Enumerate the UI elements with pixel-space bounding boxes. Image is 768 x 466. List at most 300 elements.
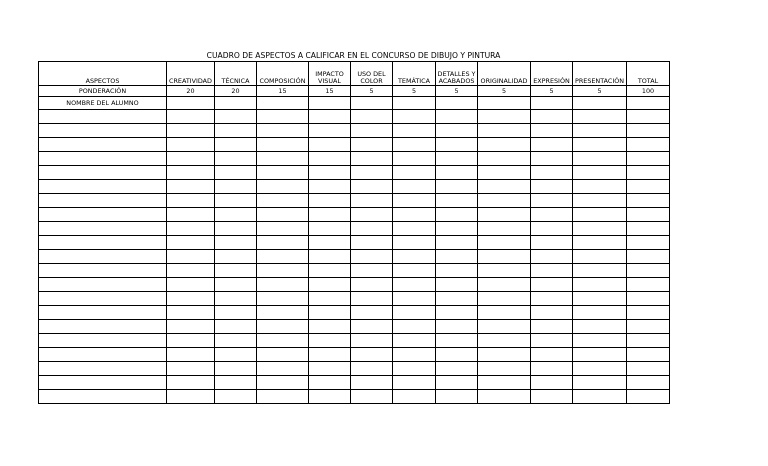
student-name-cell[interactable] [39, 376, 167, 390]
header-presentacion[interactable]: PRESENTACIÓN [573, 62, 627, 86]
grid-cell[interactable] [573, 97, 627, 110]
score-cell[interactable] [309, 194, 351, 208]
score-cell[interactable] [167, 334, 215, 348]
student-name-label[interactable]: NOMBRE DEL ALUMNO [39, 97, 167, 110]
score-cell[interactable] [351, 376, 393, 390]
score-cell[interactable] [257, 264, 309, 278]
score-cell[interactable] [309, 390, 351, 404]
score-cell[interactable] [167, 320, 215, 334]
student-row [39, 334, 670, 348]
score-cell[interactable] [573, 236, 627, 250]
score-cell[interactable] [478, 348, 531, 362]
score-cell[interactable] [167, 348, 215, 362]
score-cell[interactable] [573, 390, 627, 404]
score-cell[interactable] [351, 320, 393, 334]
score-cell[interactable] [478, 110, 531, 124]
score-cell[interactable] [257, 166, 309, 180]
student-row [39, 390, 670, 404]
score-cell[interactable] [393, 194, 436, 208]
score-cell[interactable] [309, 278, 351, 292]
score-cell[interactable] [215, 348, 257, 362]
grid-cell[interactable] [531, 97, 573, 110]
score-cell[interactable] [257, 138, 309, 152]
header-uso-del-color[interactable]: USO DEL COLOR [351, 62, 393, 86]
score-cell[interactable] [627, 376, 670, 390]
score-cell[interactable] [167, 138, 215, 152]
score-cell[interactable] [309, 292, 351, 306]
score-cell[interactable] [478, 320, 531, 334]
score-cell[interactable] [257, 110, 309, 124]
score-cell[interactable] [393, 124, 436, 138]
student-name-cell[interactable] [39, 152, 167, 166]
score-cell[interactable] [436, 166, 478, 180]
score-cell[interactable] [167, 376, 215, 390]
student-name-cell[interactable] [39, 208, 167, 222]
header-impacto-visual[interactable]: IMPACTO VISUAL [309, 62, 351, 86]
student-name-cell[interactable] [39, 278, 167, 292]
score-cell[interactable] [309, 222, 351, 236]
score-cell[interactable] [436, 152, 478, 166]
score-cell[interactable] [627, 222, 670, 236]
score-cell[interactable] [436, 138, 478, 152]
score-cell[interactable] [167, 306, 215, 320]
score-cell[interactable] [167, 194, 215, 208]
score-cell[interactable] [257, 306, 309, 320]
score-cell[interactable] [215, 110, 257, 124]
score-cell[interactable] [393, 362, 436, 376]
score-cell[interactable] [309, 110, 351, 124]
score-cell[interactable] [573, 306, 627, 320]
grid-cell[interactable] [167, 97, 215, 110]
score-cell[interactable] [257, 208, 309, 222]
student-row [39, 194, 670, 208]
score-cell[interactable] [393, 376, 436, 390]
score-cell[interactable] [393, 292, 436, 306]
score-cell[interactable] [393, 264, 436, 278]
student-row [39, 222, 670, 236]
score-cell[interactable] [478, 376, 531, 390]
score-cell[interactable] [215, 278, 257, 292]
score-cell[interactable] [167, 236, 215, 250]
score-cell[interactable] [215, 166, 257, 180]
score-cell[interactable] [573, 292, 627, 306]
score-cell[interactable] [167, 222, 215, 236]
score-cell[interactable] [436, 208, 478, 222]
score-cell[interactable] [393, 138, 436, 152]
score-cell[interactable] [393, 208, 436, 222]
score-cell[interactable] [351, 348, 393, 362]
score-cell[interactable] [215, 152, 257, 166]
score-cell[interactable] [531, 292, 573, 306]
score-cell[interactable] [531, 376, 573, 390]
score-cell[interactable] [393, 110, 436, 124]
score-cell[interactable] [573, 110, 627, 124]
score-cell[interactable] [436, 264, 478, 278]
score-cell[interactable] [627, 138, 670, 152]
score-cell[interactable] [215, 362, 257, 376]
score-cell[interactable] [393, 250, 436, 264]
weight-presentacion[interactable]: 5 [573, 86, 627, 97]
score-cell[interactable] [436, 306, 478, 320]
score-cell[interactable] [167, 180, 215, 194]
score-cell[interactable] [309, 334, 351, 348]
score-cell[interactable] [531, 348, 573, 362]
score-cell[interactable] [215, 194, 257, 208]
score-cell[interactable] [257, 236, 309, 250]
score-cell[interactable] [167, 110, 215, 124]
score-cell[interactable] [627, 166, 670, 180]
header-composicion[interactable]: COMPOSICIÓN [257, 62, 309, 86]
score-cell[interactable] [351, 208, 393, 222]
score-cell[interactable] [257, 320, 309, 334]
score-cell[interactable] [627, 180, 670, 194]
score-cell[interactable] [257, 292, 309, 306]
score-cell[interactable] [478, 292, 531, 306]
student-name-cell[interactable] [39, 264, 167, 278]
score-cell[interactable] [215, 236, 257, 250]
score-cell[interactable] [531, 236, 573, 250]
grid-cell[interactable] [309, 97, 351, 110]
score-cell[interactable] [573, 278, 627, 292]
score-cell[interactable] [309, 348, 351, 362]
score-cell[interactable] [627, 292, 670, 306]
score-cell[interactable] [573, 264, 627, 278]
score-cell[interactable] [215, 390, 257, 404]
score-cell[interactable] [531, 250, 573, 264]
score-cell[interactable] [309, 166, 351, 180]
score-cell[interactable] [167, 250, 215, 264]
score-cell[interactable] [167, 124, 215, 138]
score-cell[interactable] [478, 236, 531, 250]
score-cell[interactable] [351, 292, 393, 306]
score-cell[interactable] [215, 320, 257, 334]
grid-cell[interactable] [478, 97, 531, 110]
score-cell[interactable] [436, 292, 478, 306]
weight-uso-del-color[interactable]: 5 [351, 86, 393, 97]
grading-table [38, 61, 670, 404]
score-cell[interactable] [478, 208, 531, 222]
score-cell[interactable] [478, 362, 531, 376]
score-cell[interactable] [627, 362, 670, 376]
weight-tecnica[interactable]: 20 [215, 86, 257, 97]
score-cell[interactable] [627, 110, 670, 124]
student-row [39, 208, 670, 222]
score-cell[interactable] [215, 250, 257, 264]
score-cell[interactable] [215, 222, 257, 236]
score-cell[interactable] [309, 208, 351, 222]
student-name-cell[interactable] [39, 348, 167, 362]
score-cell[interactable] [257, 278, 309, 292]
student-row [39, 138, 670, 152]
score-cell[interactable] [436, 334, 478, 348]
score-cell[interactable] [478, 250, 531, 264]
score-cell[interactable] [436, 194, 478, 208]
score-cell[interactable] [627, 152, 670, 166]
header-expresion[interactable]: EXPRESIÓN [531, 62, 573, 86]
score-cell[interactable] [351, 124, 393, 138]
score-cell[interactable] [478, 138, 531, 152]
score-cell[interactable] [215, 138, 257, 152]
score-cell[interactable] [257, 222, 309, 236]
student-name-cell[interactable] [39, 222, 167, 236]
score-cell[interactable] [478, 390, 531, 404]
score-cell[interactable] [351, 166, 393, 180]
score-cell[interactable] [531, 138, 573, 152]
score-cell[interactable] [215, 124, 257, 138]
score-cell[interactable] [215, 208, 257, 222]
score-cell[interactable] [257, 124, 309, 138]
score-cell[interactable] [393, 236, 436, 250]
score-cell[interactable] [436, 348, 478, 362]
score-cell[interactable] [167, 390, 215, 404]
score-cell[interactable] [167, 264, 215, 278]
score-cell[interactable] [309, 320, 351, 334]
score-cell[interactable] [351, 236, 393, 250]
student-name-cell[interactable] [39, 180, 167, 194]
score-cell[interactable] [351, 306, 393, 320]
score-cell[interactable] [309, 138, 351, 152]
score-cell[interactable] [351, 152, 393, 166]
student-name-cell[interactable] [39, 166, 167, 180]
score-cell[interactable] [436, 278, 478, 292]
score-cell[interactable] [393, 334, 436, 348]
score-cell[interactable] [478, 180, 531, 194]
score-cell[interactable] [436, 376, 478, 390]
score-cell[interactable] [436, 236, 478, 250]
score-cell[interactable] [393, 166, 436, 180]
score-cell[interactable] [573, 362, 627, 376]
score-cell[interactable] [393, 152, 436, 166]
score-cell[interactable] [531, 334, 573, 348]
score-cell[interactable] [351, 278, 393, 292]
score-cell[interactable] [351, 180, 393, 194]
score-cell[interactable] [257, 152, 309, 166]
score-cell[interactable] [436, 110, 478, 124]
score-cell[interactable] [257, 362, 309, 376]
score-cell[interactable] [436, 124, 478, 138]
score-cell[interactable] [393, 222, 436, 236]
score-cell[interactable] [531, 264, 573, 278]
score-cell[interactable] [257, 376, 309, 390]
student-name-cell[interactable] [39, 334, 167, 348]
score-cell[interactable] [351, 110, 393, 124]
score-cell[interactable] [167, 278, 215, 292]
score-cell[interactable] [215, 292, 257, 306]
score-cell[interactable] [531, 362, 573, 376]
score-cell[interactable] [627, 250, 670, 264]
student-name-cell[interactable] [39, 390, 167, 404]
score-cell[interactable] [215, 306, 257, 320]
student-name-cell[interactable] [39, 194, 167, 208]
score-cell[interactable] [573, 320, 627, 334]
student-row [39, 124, 670, 138]
grid-cell[interactable] [351, 97, 393, 110]
score-cell[interactable] [436, 222, 478, 236]
score-cell[interactable] [531, 194, 573, 208]
score-cell[interactable] [257, 180, 309, 194]
student-name-cell[interactable] [39, 110, 167, 124]
student-name-cell[interactable] [39, 138, 167, 152]
header-tecnica[interactable]: TÉCNICA [215, 62, 257, 86]
score-cell[interactable] [436, 250, 478, 264]
score-cell[interactable] [478, 278, 531, 292]
score-cell[interactable] [531, 390, 573, 404]
grid-cell[interactable] [627, 97, 670, 110]
header-tematica[interactable]: TEMÁTICA [393, 62, 436, 86]
score-cell[interactable] [215, 264, 257, 278]
header-originalidad[interactable]: ORIGINALIDAD [478, 62, 531, 86]
score-cell[interactable] [393, 348, 436, 362]
weight-tematica[interactable]: 5 [393, 86, 436, 97]
score-cell[interactable] [573, 152, 627, 166]
score-cell[interactable] [531, 306, 573, 320]
score-cell[interactable] [167, 152, 215, 166]
score-cell[interactable] [309, 376, 351, 390]
score-cell[interactable] [531, 222, 573, 236]
score-cell[interactable] [627, 320, 670, 334]
score-cell[interactable] [627, 264, 670, 278]
score-cell[interactable] [573, 194, 627, 208]
score-cell[interactable] [573, 376, 627, 390]
score-cell[interactable] [351, 390, 393, 404]
score-cell[interactable] [436, 320, 478, 334]
score-cell[interactable] [309, 180, 351, 194]
student-name-cell[interactable] [39, 236, 167, 250]
weight-total[interactable]: 100 [627, 86, 670, 97]
score-cell[interactable] [573, 180, 627, 194]
grid-cell[interactable] [215, 97, 257, 110]
score-cell[interactable] [309, 236, 351, 250]
score-cell[interactable] [573, 166, 627, 180]
score-cell[interactable] [309, 362, 351, 376]
score-cell[interactable] [309, 306, 351, 320]
score-cell[interactable] [257, 194, 309, 208]
student-row [39, 306, 670, 320]
score-cell[interactable] [351, 362, 393, 376]
header-creatividad[interactable]: CREATIVIDAD [167, 62, 215, 86]
grid-cell[interactable] [393, 97, 436, 110]
score-cell[interactable] [257, 334, 309, 348]
score-cell[interactable] [531, 166, 573, 180]
score-cell[interactable] [351, 138, 393, 152]
score-cell[interactable] [573, 334, 627, 348]
score-cell[interactable] [531, 110, 573, 124]
score-cell[interactable] [531, 124, 573, 138]
score-cell[interactable] [167, 208, 215, 222]
score-cell[interactable] [531, 152, 573, 166]
score-cell[interactable] [257, 348, 309, 362]
weight-composicion[interactable]: 15 [257, 86, 309, 97]
score-cell[interactable] [351, 194, 393, 208]
score-cell[interactable] [436, 180, 478, 194]
score-cell[interactable] [627, 348, 670, 362]
score-cell[interactable] [309, 264, 351, 278]
header-detalles-acabados[interactable]: DETALLES Y ACABADOS [436, 62, 478, 86]
student-name-cell[interactable] [39, 320, 167, 334]
score-cell[interactable] [478, 152, 531, 166]
score-cell[interactable] [351, 250, 393, 264]
score-cell[interactable] [531, 278, 573, 292]
score-cell[interactable] [531, 320, 573, 334]
weight-expresion[interactable]: 5 [531, 86, 573, 97]
score-cell[interactable] [478, 334, 531, 348]
header-aspectos[interactable]: ASPECTOS [39, 62, 167, 86]
student-name-cell[interactable] [39, 306, 167, 320]
score-cell[interactable] [573, 222, 627, 236]
weight-detalles-acabados[interactable]: 5 [436, 86, 478, 97]
score-cell[interactable] [309, 124, 351, 138]
student-row [39, 180, 670, 194]
score-cell[interactable] [351, 334, 393, 348]
score-cell[interactable] [531, 180, 573, 194]
score-cell[interactable] [573, 208, 627, 222]
student-name-cell[interactable] [39, 250, 167, 264]
score-cell[interactable] [478, 194, 531, 208]
score-cell[interactable] [257, 250, 309, 264]
score-cell[interactable] [573, 124, 627, 138]
score-cell[interactable] [393, 320, 436, 334]
score-cell[interactable] [167, 362, 215, 376]
score-cell[interactable] [627, 236, 670, 250]
score-cell[interactable] [627, 124, 670, 138]
score-cell[interactable] [309, 152, 351, 166]
score-cell[interactable] [351, 222, 393, 236]
student-row [39, 278, 670, 292]
score-cell[interactable] [573, 138, 627, 152]
score-cell[interactable] [436, 362, 478, 376]
score-cell[interactable] [478, 124, 531, 138]
weight-originalidad[interactable]: 5 [478, 86, 531, 97]
score-cell[interactable] [627, 390, 670, 404]
score-cell[interactable] [478, 222, 531, 236]
score-cell[interactable] [531, 208, 573, 222]
score-cell[interactable] [478, 166, 531, 180]
score-cell[interactable] [627, 278, 670, 292]
score-cell[interactable] [393, 278, 436, 292]
weight-impacto-visual[interactable]: 15 [309, 86, 351, 97]
score-cell[interactable] [393, 180, 436, 194]
header-total[interactable]: TOTAL [627, 62, 670, 86]
score-cell[interactable] [627, 194, 670, 208]
student-row [39, 362, 670, 376]
score-cell[interactable] [351, 264, 393, 278]
score-cell[interactable] [627, 334, 670, 348]
score-cell[interactable] [167, 166, 215, 180]
student-name-cell[interactable] [39, 292, 167, 306]
grid-cell[interactable] [257, 97, 309, 110]
score-cell[interactable] [257, 390, 309, 404]
weights-label[interactable]: PONDERACIÓN [39, 86, 167, 97]
score-cell[interactable] [478, 264, 531, 278]
student-name-cell[interactable] [39, 124, 167, 138]
score-cell[interactable] [215, 180, 257, 194]
grid-cell[interactable] [436, 97, 478, 110]
score-cell[interactable] [573, 250, 627, 264]
weight-creatividad[interactable]: 20 [167, 86, 215, 97]
score-cell[interactable] [627, 208, 670, 222]
score-cell[interactable] [309, 250, 351, 264]
score-cell[interactable] [215, 376, 257, 390]
score-cell[interactable] [167, 292, 215, 306]
score-cell[interactable] [478, 306, 531, 320]
score-cell[interactable] [393, 306, 436, 320]
score-cell[interactable] [573, 348, 627, 362]
score-cell[interactable] [215, 334, 257, 348]
score-cell[interactable] [393, 390, 436, 404]
score-cell[interactable] [627, 306, 670, 320]
student-name-cell[interactable] [39, 362, 167, 376]
score-cell[interactable] [436, 390, 478, 404]
